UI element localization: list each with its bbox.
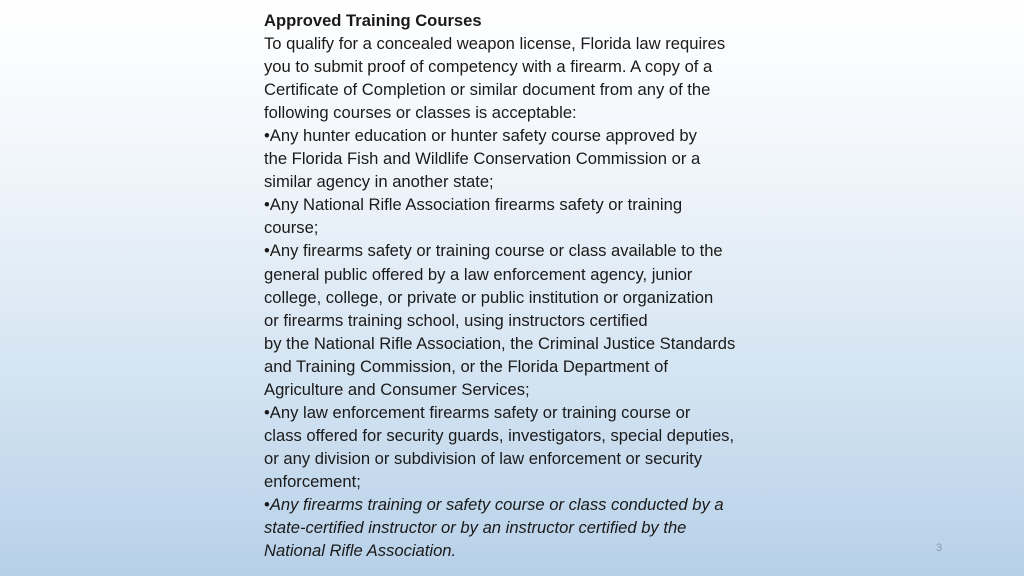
body-line: and Training Commission, or the Florida Department of (264, 356, 668, 376)
body-line: Agriculture and Consumer Services; (264, 379, 530, 399)
italic-body-line: state-certified instructor or by an instructor certified by the (264, 518, 687, 538)
body-line: similar agency in another state; (264, 172, 494, 192)
body-line: Certificate of Completion or similar document from any of the (264, 80, 711, 100)
italic-bullet-first-line (264, 493, 774, 516)
body-line: the Florida Fish and Wildlife Conservation Commission or a (264, 149, 701, 169)
body-line: general public offered by a law enforcement agency, junior (264, 264, 693, 284)
body-line: by the National Rifle Association, the Criminal Justice Standards (264, 333, 736, 353)
slide-page-number: 3 (936, 542, 943, 554)
body-line: enforcement; (264, 471, 361, 491)
body-line: college, college, or private or public institution or organization (264, 287, 714, 307)
bullet-marker: • (264, 494, 270, 514)
body-line: or firearms training school, using instructors certified (264, 310, 648, 330)
body-line: To qualify for a concealed weapon license, Florida law requires (264, 34, 726, 54)
body-line: class offered for security guards, investigators, special deputies, (264, 425, 735, 445)
slide-content (264, 9, 774, 562)
italic-body-line: National Rifle Association. (264, 541, 457, 561)
body-line: you to submit proof of competency with a firearm. A copy of a (264, 57, 713, 77)
body-line: course; (264, 218, 319, 238)
italic-bullet-text: Any firearms training or safety course or class conducted by a (269, 494, 724, 514)
bullet-line: •Any National Rifle Association firearms safety or training (264, 195, 683, 215)
slide-heading: Approved Training Courses (264, 11, 482, 30)
body-line: following courses or classes is acceptable: (264, 103, 577, 123)
bullet-line: •Any hunter education or hunter safety course approved by (264, 126, 697, 146)
bullet-line: •Any law enforcement firearms safety or training course or (264, 402, 691, 422)
bullet-line: •Any firearms safety or training course or class available to the (264, 241, 723, 261)
body-line: or any division or subdivision of law enforcement or security (264, 448, 703, 468)
